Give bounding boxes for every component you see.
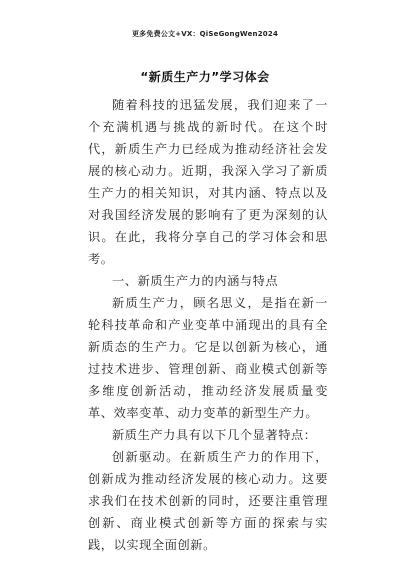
- paragraph-definition: 新质生产力，顾名思义，是指在新一轮科技革命和产业变革中涌现出的具有全新质态的生产力。它是以创新为核心，通过技术进步、管理创新、商业模式创新等多维度创新活动，推动经济发展质量变革、效率变革、动力变革的新型生产力。: [88, 296, 328, 420]
- paragraph-intro: 随着科技的迅猛发展，我们迎来了一个充满机遇与挑战的新时代。在这个时代，新质生产力已经成为推动经济社会发展的核心动力。近期，我深入学习了新质生产力的相关知识，对其内涵、特点以及对我国经济发展的影响有了更为深刻的认识。在此，我将分享自己的学习体会和思考。: [88, 98, 328, 266]
- section-heading: 一、新质生产力的内涵与特点: [112, 274, 279, 288]
- document-title: “新质生产力”学习体会: [140, 70, 270, 84]
- document-body: [88, 94, 328, 556]
- header-note: 更多免费公文+VX：QiSeGongWen2024: [131, 30, 279, 38]
- paragraph-features-lead: 新质生产力具有以下几个显著特点：: [112, 428, 317, 442]
- paragraph-innovation: 创新驱动。在新质生产力的作用下，创新成为推动经济发展的核心动力。这要求我们在技术创新的同时，还要注重管理创新、商业模式创新等方面的探索与实践，以实现全面创新。: [88, 450, 328, 552]
